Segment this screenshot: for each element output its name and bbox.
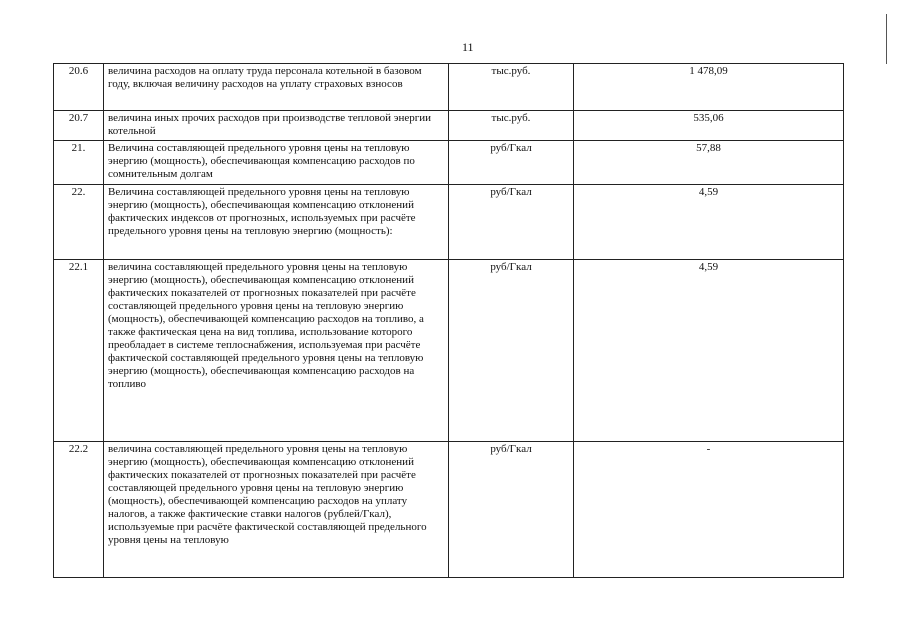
row-description: Величина составляющей предельного уровня цены на тепловую энергию (мощность), обеспечивающая компенсацию отклонений фактических индексов от прогнозных, используемых при расчёте предельного уровня цены на тепловую энергию (мощность): [104, 185, 449, 260]
row-unit: тыс.руб. [449, 111, 574, 141]
row-unit: руб/Гкал [449, 141, 574, 185]
row-value: 4,59 [574, 185, 844, 260]
row-unit: руб/Гкал [449, 260, 574, 442]
row-value: - [574, 442, 844, 578]
row-number: 20.6 [54, 64, 104, 111]
page-number: 11 [462, 40, 474, 54]
row-description: Величина составляющей предельного уровня цены на тепловую энергию (мощность), обеспечивающая компенсацию расходов по сомнительным долгам [104, 141, 449, 185]
table-row [54, 260, 844, 442]
row-unit: руб/Гкал [449, 185, 574, 260]
margin-line [886, 14, 887, 64]
row-value: 1 478,09 [574, 64, 844, 111]
row-number: 21. [54, 141, 104, 185]
table-row [54, 111, 844, 141]
row-value: 57,88 [574, 141, 844, 185]
table-row [54, 141, 844, 185]
tariff-table [53, 63, 844, 578]
row-number: 22.1 [54, 260, 104, 442]
row-description: величина составляющей предельного уровня цены на тепловую энергию (мощность), обеспечивающая компенсацию отклонений фактических показателей от прогнозных показателей при расчёте составляющей предельного уровня цены на тепловую энергию (мощность), обеспечивающей компенсацию расходов на уплату налогов, а также фактические ставки налогов (рублей/Гкал), используемые при расчёте фактической составляющей предельного уровня цены на тепловую [104, 442, 449, 578]
row-number: 22. [54, 185, 104, 260]
table-row [54, 64, 844, 111]
row-number: 20.7 [54, 111, 104, 141]
row-description: величина составляющей предельного уровня цены на тепловую энергию (мощность), обеспечивающая компенсацию отклонений фактических показателей от прогнозных показателей при расчёте составляющей предельного уровня цены на тепловую энергию (мощность), обеспечивающей компенсацию расходов на топливо, а также фактическая цена на вид топлива, использование которого преобладает в системе теплоснабжения, используемая при расчёте фактической составляющей предельного уровня цены на тепловую энергию (мощность), обеспечивающая компенсацию расходов на топливо [104, 260, 449, 442]
row-unit: тыс.руб. [449, 64, 574, 111]
row-value: 535,06 [574, 111, 844, 141]
row-value: 4,59 [574, 260, 844, 442]
table-row [54, 185, 844, 260]
row-description: величина расходов на оплату труда персонала котельной в базовом году, включая величину расходов на уплату страховых взносов [104, 64, 449, 111]
row-unit: руб/Гкал [449, 442, 574, 578]
row-number: 22.2 [54, 442, 104, 578]
table-row [54, 442, 844, 578]
row-description: величина иных прочих расходов при производстве тепловой энергии котельной [104, 111, 449, 141]
